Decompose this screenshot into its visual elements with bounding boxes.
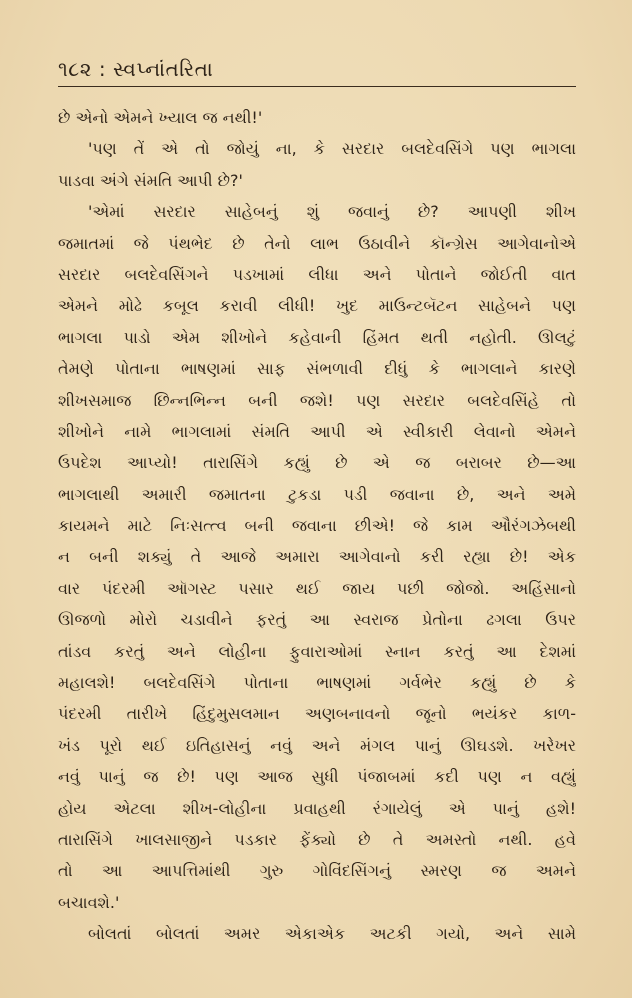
text-line: ભાગલાથી અમારી જમાતના ટુકડા પડી જવાના છે, અને અમે [58,484,576,504]
text-line: ખંડ પૂરો થઈ ઇતિહાસનું નવું અને મંગલ પાનું ઊઘડશે. ખરેખર [58,735,576,755]
text-line: ભાગલા પાડો એમ શીખોને કહેવાની હિંમત થતી નહોતી. ઊલટું [58,327,576,347]
text-line: શીખસમાજ છિન્નભિન્ન બની જશે! પણ સરદાર બલદેવસિંહે તો [58,390,576,410]
text-line: મહાલશે! બલદેવસિંગે પોતાના ભાષણમાં ગર્વભેર કહ્યું છે કે [58,673,576,693]
text-line: તો આ આપત્તિમાંથી ગુરુ ગોવિંદસિંગનું સ્મરણ જ અમને [58,861,576,881]
text-line: એમને મોઢે કબૂલ કરાવી લીધી! ખુદ માઉન્ટબૅટન સાહેબને પણ [58,296,576,316]
text-line: હોય એટલા શીખ-લોહીના પ્રવાહથી રંગાયેલું એ પાનું હશે! [58,798,576,818]
text-line: પાડવા અંગે સંમતિ આપી છે?' [58,170,243,190]
text-line: બચાવશે.' [58,892,120,912]
page-header: ૧૮૨ : સ્વપ્નાંતરિતા [58,57,214,81]
text-line: ઉપદેશ આપ્યો! તારાસિંગે કહ્યું છે એ જ બરાબર છે—આ [58,453,576,473]
text-line: કાયમને માટે નિઃસત્ત્વ બની જવાના છીએ! જે કામ ઔરંગઝેબથી [58,516,576,536]
text-line: વાર પંદરમી ઑગસ્ટ પસાર થઈ જાય પછી જોજો. અહિંસાનો [58,578,576,598]
text-line: શીખોને નામે ભાગલામાં સંમતિ આપી એ સ્વીકારી લેવાનો એમને [58,421,576,441]
text-line: 'એમાં સરદાર સાહેબનું શું જવાનું છે? આપણી શીખ [88,202,576,222]
text-line: તારાસિંગે ખાલસાજીને પડકાર ફેંક્યો છે તે અમસ્તો નથી. હવે [58,829,576,849]
text-line: પંદરમી તારીખે હિંદુમુસલમાન અણબનાવનો જૂનો ભયંકર કાળ- [58,704,576,724]
text-line: છે એનો એમને ખ્યાલ જ નથી!' [58,108,263,127]
text-line: ન બની શક્યું તે આજે અમારા આગેવાનો કરી રહ્યા છે! એક [58,547,576,567]
text-line: ઊજળો મોરો ચડાવીને ફરતું આ સ્વરાજ પ્રેતોના ઢગલા ઉપર [58,610,576,630]
text-line: સરદાર બલદેવસિંગને પડખામાં લીધા અને પોતાને જોઈતી વાત [58,264,576,284]
text-line: તાંડવ કરતું અને લોહીના ફુવારાઓમાં સ્નાન કરતું આ દેશમાં [58,641,576,661]
text-line: 'પણ તેં એ તો જોયું ના, કે સરદાર બલદેવસિંગે પણ ભાગલા [88,139,576,159]
header-rule [58,86,576,87]
text-line: તેમણે પોતાના ભાષણમાં સાફ સંભળાવી દીધું કે ભાગલાને કારણે [58,359,576,379]
text-line: બોલતાં બોલતાં અમર એકાએક અટકી ગયો, અને સામે [88,924,576,944]
text-line: નવું પાનું જ છે! પણ આજ સુધી પંજાબમાં કદી પણ ન વહ્યું [58,767,576,787]
text-line: જમાતમાં જે પંથભેદ છે તેનો લાભ ઉઠાવીને કૉન્ગ્રેસ આગેવાનોએ [58,233,576,253]
body-text [58,102,576,950]
